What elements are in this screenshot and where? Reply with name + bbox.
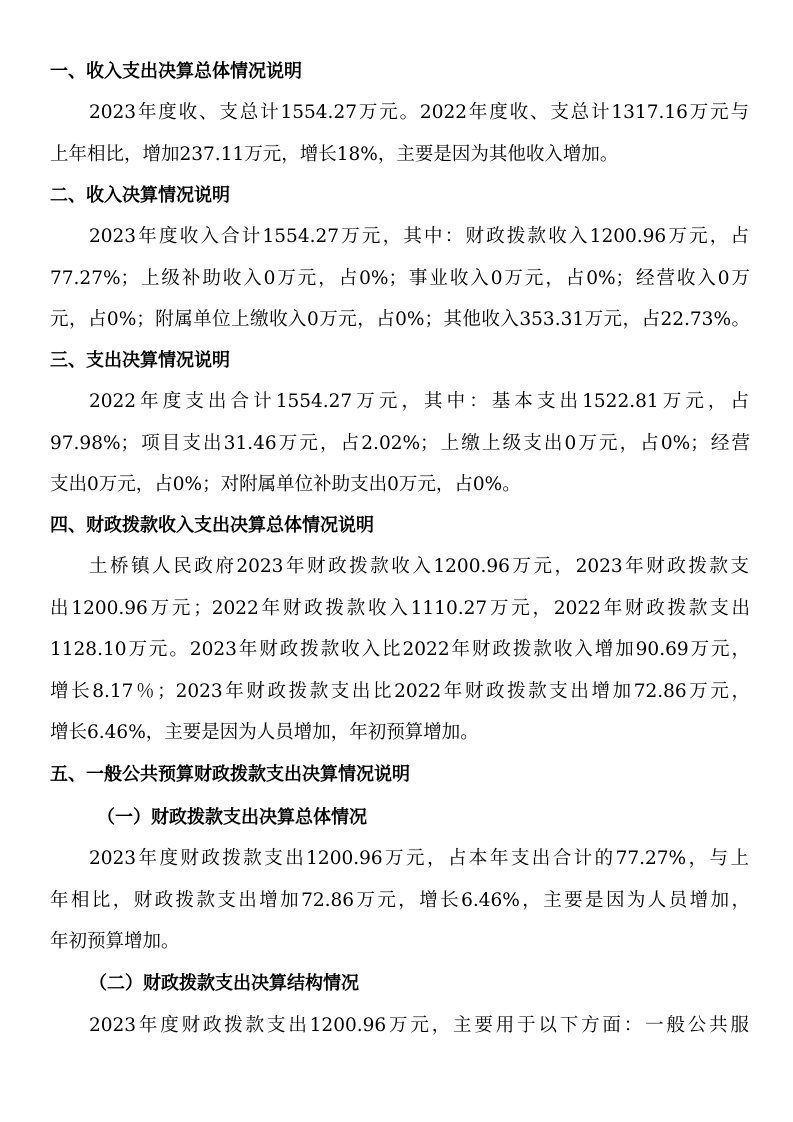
- section-4-line-2: 出1200.96万元；2022年财政拨款收入1110.27万元，2022年财政拨款支出: [50, 598, 750, 619]
- section-4-line-5: 增长6.46%，主要是因为人员增加，年初预算增加。: [50, 722, 479, 743]
- subsection-1-line-3: 年初预算增加。: [50, 931, 180, 952]
- section-3-heading: 三、支出决算情况说明: [50, 350, 230, 371]
- section-4-line-1: 土桥镇人民政府2023年财政拨款收入1200.96万元，2023年财政拨款支: [89, 556, 749, 577]
- subsection-2-heading: （二）财政拨款支出决算结构情况: [89, 973, 359, 994]
- subsection-1-heading: （一）财政拨款支出决算总体情况: [97, 807, 367, 828]
- section-2-line-2: 77.27%；上级补助收入0万元，占0%；事业收入0万元，占0%；经营收入0万: [50, 268, 750, 289]
- section-2-line-3: 元，占0%；附属单位上缴收入0万元，占0%；其他收入353.31万元，占22.73%。: [50, 309, 750, 330]
- section-4-heading: 四、财政拨款收入支出决算总体情况说明: [50, 515, 374, 536]
- section-3-line-1: 2022年度支出合计1554.27万元，其中：基本支出1522.81万元，占: [89, 391, 749, 412]
- section-3-line-2: 97.98%；项目支出31.46万元，占2.02%；上缴上级支出0万元，占0%；经营: [50, 433, 750, 454]
- subsection-1-line-1: 2023年度财政拨款支出1200.96万元，占本年支出合计的77.27%，与上: [89, 848, 749, 869]
- section-4-line-3: 1128.10万元。2023年财政拨款收入比2022年财政拨款收入增加90.69万元，: [50, 639, 750, 660]
- section-1-line-1: 2023年度收、支总计1554.27万元。2022年度收、支总计1317.16万元与: [89, 102, 749, 123]
- section-1-line-2: 上年相比，增加237.11万元，增长18%，主要是因为其他收入增加。: [50, 144, 619, 165]
- section-1-heading: 一、收入支出决算总体情况说明: [50, 61, 302, 82]
- section-5-heading: 五、一般公共预算财政拨款支出决算情况说明: [50, 764, 410, 785]
- section-2-line-1: 2023年度收入合计1554.27万元，其中：财政拨款收入1200.96万元，占: [89, 226, 749, 247]
- subsection-2-line-1: 2023年度财政拨款支出1200.96万元，主要用于以下方面：一般公共服: [89, 1015, 749, 1036]
- section-3-line-3: 支出0万元，占0%；对附属单位补助支出0万元，占0%。: [50, 474, 521, 495]
- section-2-heading: 二、收入决算情况说明: [50, 185, 230, 206]
- section-4-line-4: 增长8.17％；2023年财政拨款支出比2022年财政拨款支出增加72.86万元，: [50, 681, 750, 702]
- subsection-1-line-2: 年相比，财政拨款支出增加72.86万元，增长6.46%，主要是因为人员增加，: [50, 890, 750, 911]
